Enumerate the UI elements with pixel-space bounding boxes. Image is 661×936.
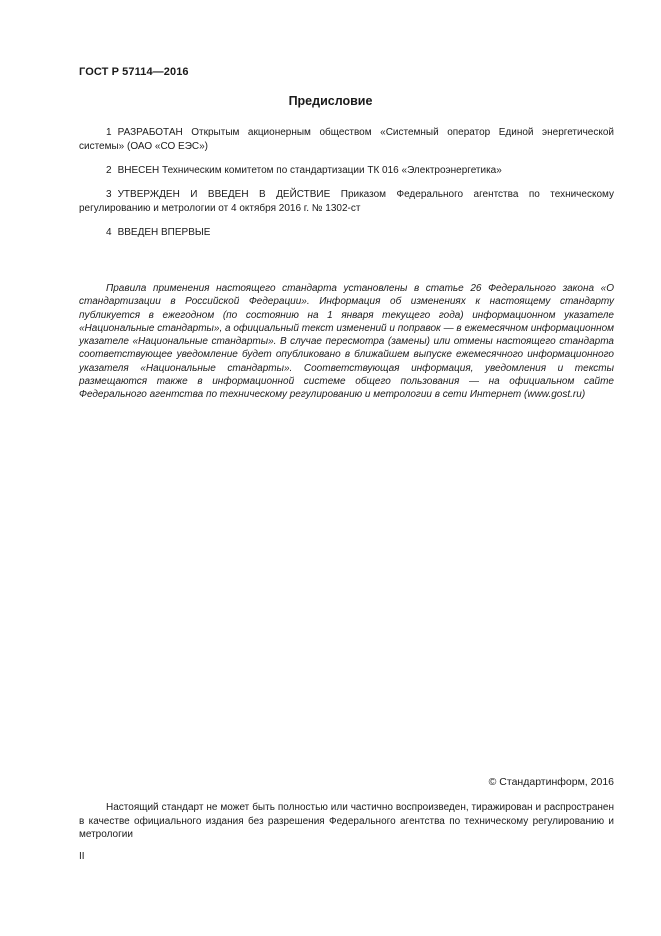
page-number: II (79, 851, 85, 862)
preface-items (79, 126, 614, 250)
preface-item (79, 126, 614, 154)
item-number: 4 (106, 227, 112, 238)
standard-notice: Правила применения настоящего стандарта установлены в статье 26 Федерального закона «О стандартизации в Российской Федерации». Информация об изменениях к настоящему стандарту публикуется в ежегодном (по состоянию на 1 января текущего года) информационном указателе «Национальные стандарты», а официальный текст изменений и поправок — в ежемесячном информационном указателе «Национальные стандарты». В случае пересмотра (замены) или отмены настоящего стандарта соответствующее уведомление будет опубликовано в ближайшем выпуске ежемесячного информационного указателя «Национальные стандарты». Соответствующая информация, уведомления и тексты размещаются также в информационной системе общего пользования — на официальном сайте Федерального агентства по техническому регулированию и метрологии в сети Интернет (www.gost.ru) (79, 283, 614, 401)
standard-code-header: ГОСТ Р 57114—2016 (79, 66, 189, 78)
preface-item (79, 188, 614, 216)
page-title: Предисловие (288, 94, 373, 108)
item-lead: ВВЕДЕН ВПЕРВЫЕ (117, 227, 211, 238)
item-number: 1 (106, 127, 112, 138)
item-number: 2 (106, 165, 112, 176)
item-text: Приказом Федерального агентства по техническому регулированию и метрологии от 4 октября 2016 г. № 1302-ст (79, 189, 614, 214)
item-text: Техническим комитетом по стандартизации ТК 016 «Электроэнергетика» (162, 165, 502, 176)
preface-item (79, 226, 614, 240)
item-text: Открытым акционерным обществом «Системный оператор Единой энергетической системы» (ОАО «СО ЕЭС») (79, 127, 615, 152)
item-lead: ВНЕСЕН (117, 165, 160, 176)
item-lead: УТВЕРЖДЕН И ВВЕДЕН В ДЕЙСТВИЕ (117, 189, 331, 200)
copyright: © Стандартинформ, 2016 (488, 776, 614, 788)
reproduction-notice: Настоящий стандарт не может быть полностью или частично воспроизведен, тиражирован и распространен в качестве официального издания без разрешения Федерального агентства по техническому регулированию и метрологии (79, 802, 614, 840)
item-lead: РАЗРАБОТАН (117, 127, 183, 138)
item-number: 3 (106, 189, 112, 200)
preface-item (79, 164, 614, 178)
